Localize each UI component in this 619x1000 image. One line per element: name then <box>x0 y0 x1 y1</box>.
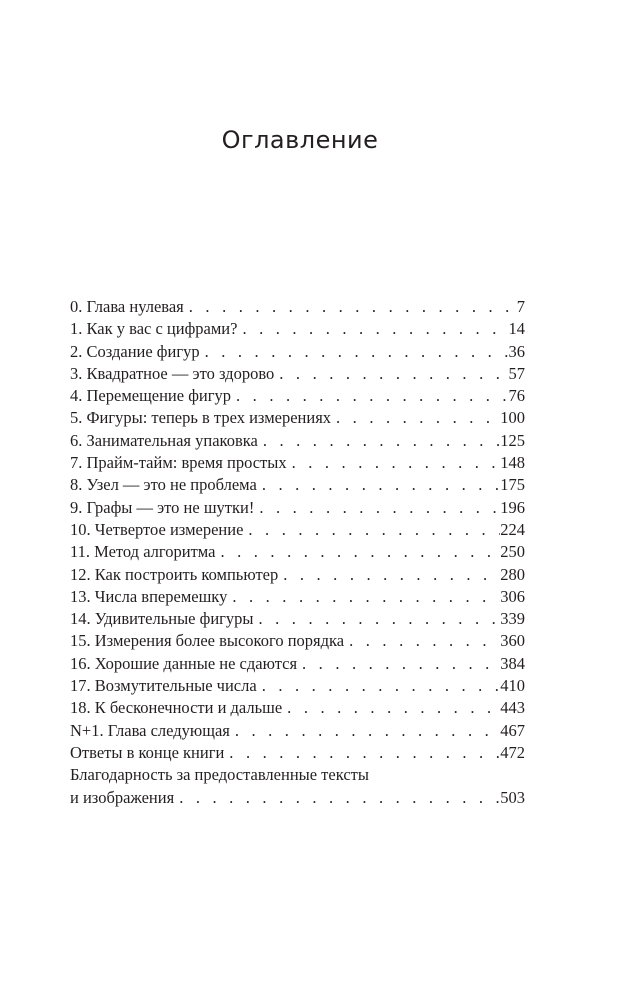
dot-leader <box>254 497 500 519</box>
toc-entry[interactable] <box>70 742 525 764</box>
toc-entry[interactable] <box>70 519 525 541</box>
toc-entry-page: 339 <box>500 609 525 629</box>
dot-leader <box>344 630 500 652</box>
toc-entry-title: 12. Как построить компьютер <box>70 564 279 584</box>
toc-entry[interactable] <box>70 653 525 675</box>
toc-entry-page: 7 <box>516 297 525 316</box>
toc-entry-page: 280 <box>500 564 525 584</box>
toc-entry[interactable] <box>70 296 525 318</box>
toc-entry-title: 17. Возмутительные числа <box>70 676 257 696</box>
toc-entry-page: 472 <box>500 742 525 762</box>
toc-entry-title: 6. Занимательная упаковка <box>70 430 258 450</box>
toc-entry-page: 100 <box>500 408 525 428</box>
dot-leader <box>243 519 500 541</box>
toc-entry[interactable] <box>70 497 525 519</box>
toc-entry[interactable] <box>70 341 525 363</box>
toc-entry-page: 14 <box>508 319 525 339</box>
dot-leader <box>257 474 500 496</box>
dot-leader <box>254 608 501 630</box>
toc-entry[interactable] <box>70 430 525 452</box>
toc-entry-page: 467 <box>500 720 525 740</box>
toc-entry-title: N+1. Глава следующая <box>70 720 230 740</box>
toc-entry-title: Ответы в конце книги <box>70 742 225 762</box>
toc-entry[interactable] <box>70 407 525 429</box>
toc-entry-title: 18. К бесконечности и дальше <box>70 698 283 718</box>
toc-entry[interactable] <box>70 452 525 474</box>
toc-entry-title: 13. Числа вперемешку <box>70 586 228 606</box>
toc-entry-page: 360 <box>500 631 525 651</box>
table-of-contents <box>70 296 525 809</box>
toc-entry-page: 384 <box>500 653 525 673</box>
toc-entry-title: 10. Четвертое измерение <box>70 519 244 539</box>
toc-entry-page: 125 <box>500 430 525 450</box>
toc-entry-page: 250 <box>500 542 525 562</box>
dot-leader <box>278 564 500 586</box>
dot-leader <box>274 363 508 385</box>
toc-entry[interactable] <box>70 787 525 809</box>
toc-entry-title: 3. Квадратное — это здорово <box>70 363 275 383</box>
toc-entry[interactable] <box>70 586 525 608</box>
toc-entry[interactable] <box>70 474 525 496</box>
dot-leader <box>282 697 500 719</box>
toc-entry-title: и изображения <box>70 787 175 807</box>
toc-entry-page: 443 <box>500 698 525 718</box>
dot-leader <box>297 653 500 675</box>
toc-entry-title: 7. Прайм-тайм: время простых <box>70 453 287 473</box>
toc-entry[interactable] <box>70 630 525 652</box>
toc-entry-page: 57 <box>508 363 525 383</box>
toc-entry[interactable] <box>70 764 525 786</box>
dot-leader <box>231 385 508 407</box>
toc-entry-page: 306 <box>500 586 525 606</box>
toc-entry-title: 8. Узел — это не проблема <box>70 475 257 495</box>
dot-leader <box>257 675 501 697</box>
toc-entry-title: Благодарность за предоставленные тексты <box>70 765 369 785</box>
toc-entry-page: 76 <box>508 386 525 406</box>
dot-leader <box>230 720 500 742</box>
toc-entry-page: 503 <box>500 787 525 807</box>
toc-entry-title: 14. Удивительные фигуры <box>70 609 254 629</box>
toc-entry-title: 11. Метод алгоритма <box>70 542 216 562</box>
toc-entry-title: 5. Фигуры: теперь в трех измерениях <box>70 408 332 428</box>
toc-entry[interactable] <box>70 675 525 697</box>
toc-entry-page: 148 <box>500 453 525 473</box>
toc-entry-title: 2. Создание фигур <box>70 341 200 361</box>
toc-entry-title: 4. Перемещение фигур <box>70 386 232 406</box>
toc-entry[interactable] <box>70 608 525 630</box>
dot-leader <box>237 318 508 340</box>
toc-entry-title: 9. Графы — это не шутки! <box>70 497 255 517</box>
dot-leader <box>215 541 500 563</box>
dot-leader <box>224 742 500 764</box>
dot-leader <box>287 452 501 474</box>
toc-entry[interactable] <box>70 564 525 586</box>
toc-entry-title: 16. Хорошие данные не сдаются <box>70 653 298 673</box>
dot-leader <box>200 341 509 363</box>
toc-entry[interactable] <box>70 385 525 407</box>
toc-entry-page: 410 <box>500 676 525 696</box>
toc-entry[interactable] <box>70 720 525 742</box>
dot-leader <box>174 787 500 809</box>
toc-entry-page: 224 <box>500 519 525 539</box>
dot-leader <box>331 407 500 429</box>
toc-entry-page: 36 <box>508 341 525 361</box>
toc-entry-title: 15. Измерения более высокого порядка <box>70 631 345 651</box>
toc-entry[interactable] <box>70 697 525 719</box>
toc-entry-title: 0. Глава нулевая <box>70 297 184 316</box>
page-title: Оглавление <box>221 126 379 154</box>
dot-leader <box>227 586 500 608</box>
toc-entry-page: 175 <box>500 475 525 495</box>
dot-leader <box>258 430 500 452</box>
dot-leader <box>184 296 517 318</box>
toc-entry-page: 196 <box>500 497 525 517</box>
toc-entry[interactable] <box>70 541 525 563</box>
toc-entry[interactable] <box>70 363 525 385</box>
toc-entry-title: 1. Как у вас с цифрами? <box>70 319 238 339</box>
toc-entry[interactable] <box>70 318 525 340</box>
